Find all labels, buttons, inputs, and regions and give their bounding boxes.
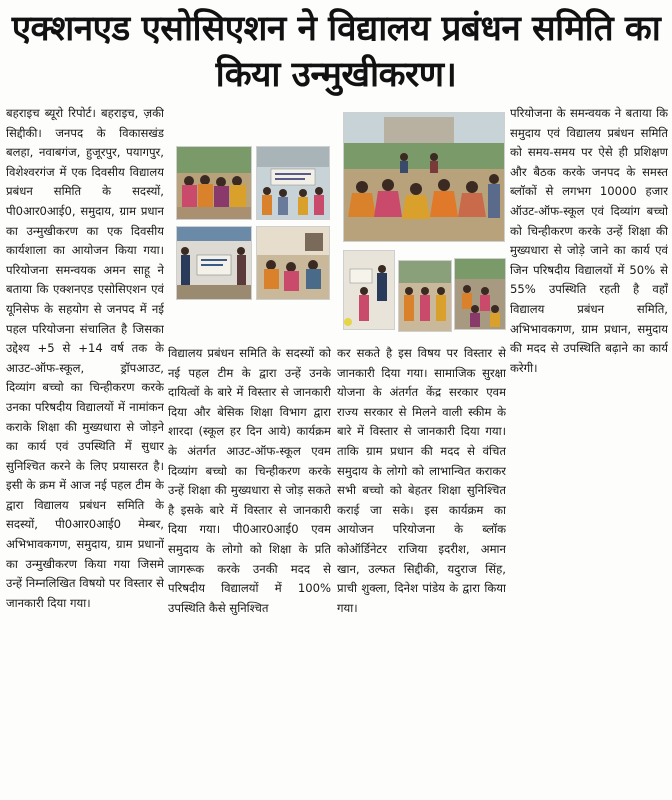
meeting-photo-women-seated — [176, 146, 252, 220]
headline-line-1: एक्शनएड एसोसिएशन ने विद्यालय प्रबंधन समिति का — [11, 9, 661, 49]
article-column-2 — [168, 344, 331, 796]
article-column-1 — [6, 104, 164, 798]
meeting-photo-standing — [343, 250, 395, 330]
headline — [6, 6, 666, 98]
meeting-photo-outdoor-large — [343, 112, 505, 242]
headline-line-2: किया उन्मुखीकरण। — [215, 55, 457, 95]
article-column-1-text: बहराइच ब्यूरो रिपोर्ट। बहराइच, ज़की सिद्दीकी। जनपद के विकासखंड बलहा, नवाबगंज, हुजूरपुर, पयागपुर, विशेश्वरगंज में एक दिवसीय विद्यालय प्रबंधन समिति के सदस्यों, पी0आर0आई0, समुदाय, ग्राम प्रधान का उन्मुखीकरण का एक दिवसीय कार्यशाला का आयोजन किया गया। परियोजना समन्वयक अमन साहू ने बताया कि एक्शनएड एसोसिएशन एवं यूनिसेफ के सहयोग से जनपद में नई पहल परियोजना संचालित है जिसका उद्देश्य +5 से +14 वर्ष तक के आउट-ऑफ-स्कूल, ड्रॉपआउट, दिव्यांग बच्चो का चिन्हीकरण करके उनका परिषदीय विद्यालयों में नामांकन कराके शिक्षा की मुख्यधारा से जोड़ने का कार्य एवं उपस्थिति में सुधार सुनिश्चित करने के लिए प्रयासरत है। इसी के क्रम में आज नई पहल टीम के द्वारा विद्यालय प्रबंधन समिति के सदस्यों, पी0आर0आई0 मेम्बर, अभिभावकगण, समुदाय, ग्राम प्रधानों का उन्मुखीकरण किया गया जिसमे उन्हें निम्नलिखित विषयो पर विस्तार से जानकारी दिया गया। — [6, 106, 164, 610]
meeting-photo-banner — [256, 146, 330, 220]
article-column-2-text: विद्यालय प्रबंधन समिति के सदस्यों को नई पहल टीम के द्वारा उन्हें उनके दायित्वों के बारे में विस्तार से जानकारी दिया और बेसिक शिक्षा विभाग द्वारा शारदा (स्कूल हर दिन आये) कार्यक्रम के अंतर्गत आउट-ऑफ-स्कूल एवम दिव्यांग बच्चो का चिन्हीकरण करके उन्हें शिक्षा की मुख्यधारा से जोड़ सकते है इसके बारे में विस्तार से जानकारी दिया गया। पी0आर0आई0 एवम समुदाय के लोगो को शिक्षा के प्रति जागरूक करके उनकी मदद से परिषदीय विद्यालयों में 100% उपस्थिति कैसे सुनिश्चित — [168, 346, 331, 615]
article-column-3-text: कर सकते है इस विषय पर विस्तार से जानकारी दिया गया। सामाजिक सुरक्षा योजना के अंतर्गत केंद्र सरकार एवम राज्य सरकार से मिलने वाली स्कीम के बारे में विस्तार से जानकारी दिया गया। ताकि ग्राम प्रधान की मदद से वंचित समुदाय के लोगो को लाभान्वित कराकर सभी बच्चो को बेहतर शिक्षा सुनिश्चित कराई जा सके। इस कार्यक्रम का आयोजन परियोजना के ब्लॉक कोऑर्डिनेटर राजिया इदरीश, अमान खान, उल्फत सिद्दीकी, यदुराज सिंह, प्राची शुक्ला, दिनेश पांडेय के द्वारा किया गया। — [337, 346, 506, 615]
article-column-3 — [337, 344, 506, 796]
meeting-photo-group-banner — [176, 226, 252, 300]
article-column-4-text: परियोजना के समन्वयक ने बताया कि समुदाय एवं विद्यालय प्रबंधन समिति को समय-समय पर ऐसे ही प्रशिक्षण और बैठक करके जनपद के समस्त ब्लॉकों से लगभग 10000 हजार ऑउट-ऑफ-स्कूल एवं दिव्यांग बच्चो को चिन्हीकरण करके उन्हें शिक्षा की मुख्यधारा से जोड़े जाने का कार्य एवं जिन परिषदीय विद्यालयों में 50% से 55% उपस्थिति रहती है वहाँ विद्यालय प्रबंधन समिति, अभिभावकगण, ग्राम प्रधान, समुदाय की मदद से उपस्थिति बढ़ाने का कार्य करेगी। — [510, 106, 668, 375]
article-column-4 — [510, 104, 668, 564]
meeting-photo-seated-rows — [454, 258, 506, 330]
meeting-photo-women-group — [398, 260, 452, 332]
meeting-photo-indoor — [256, 226, 330, 300]
